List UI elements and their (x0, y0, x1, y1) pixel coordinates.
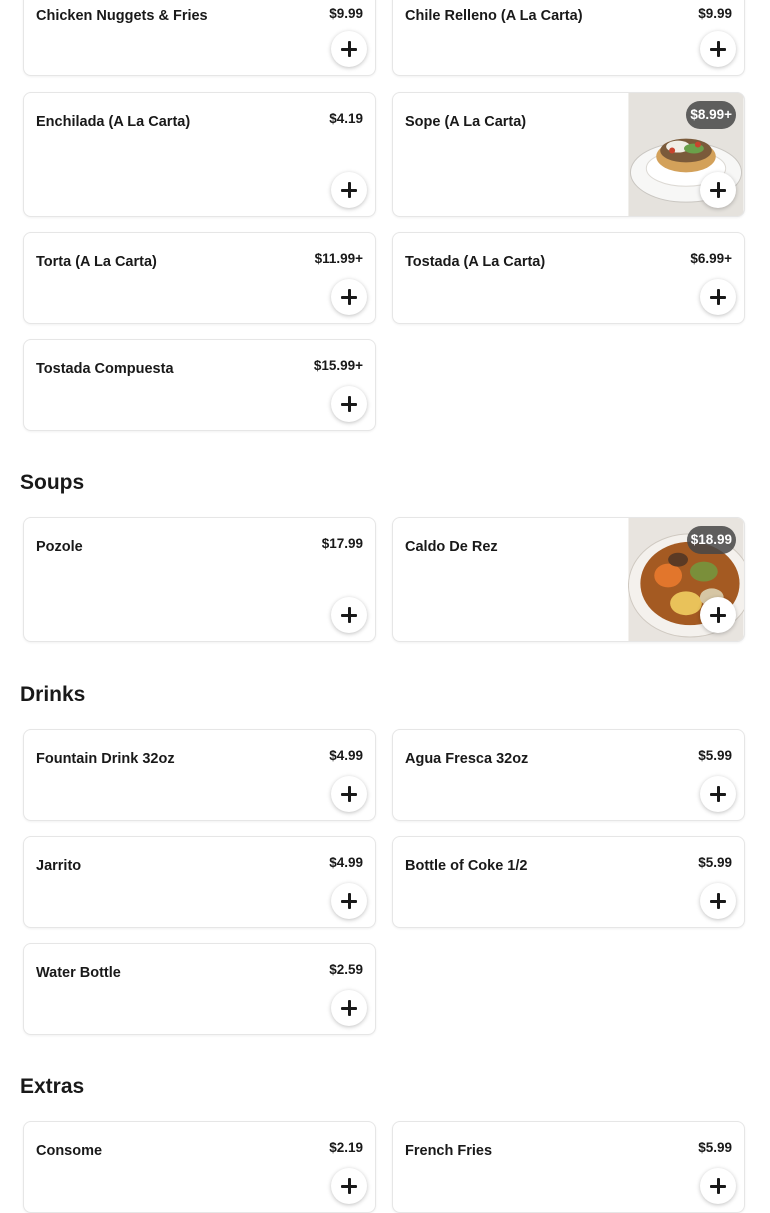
add-item-button[interactable] (331, 1168, 367, 1204)
add-item-button[interactable] (700, 279, 736, 315)
plus-icon (700, 883, 736, 919)
item-price: $4.99 (329, 748, 363, 763)
plus-icon (700, 31, 736, 67)
menu-item-card[interactable] (392, 836, 745, 928)
item-name: Bottle of Coke 1/2 (405, 858, 528, 874)
item-price: $8.99+ (686, 101, 736, 129)
section-title-soups: Soups (20, 471, 85, 494)
item-price: $9.99 (698, 6, 732, 21)
plus-icon (331, 597, 367, 633)
plus-icon (700, 1168, 736, 1204)
menu-item-card[interactable] (23, 339, 376, 431)
plus-icon (331, 1168, 367, 1204)
add-item-button[interactable] (331, 279, 367, 315)
menu-item-card[interactable] (23, 92, 376, 217)
add-item-button[interactable] (700, 597, 736, 633)
item-price: $4.99 (329, 855, 363, 870)
plus-icon (331, 172, 367, 208)
menu-item-card[interactable] (23, 232, 376, 324)
item-price: $15.99+ (313, 358, 363, 373)
menu-item-card[interactable] (23, 517, 376, 642)
item-price: $5.99 (698, 1140, 732, 1155)
item-price: $6.99+ (690, 251, 732, 266)
item-name: Consome (36, 1143, 103, 1159)
section-title-drinks: Drinks (20, 683, 86, 706)
plus-icon (331, 883, 367, 919)
menu-item-card[interactable] (392, 517, 745, 642)
item-name: Sope (A La Carta) (405, 114, 527, 130)
item-price: $5.99 (698, 855, 732, 870)
add-item-button[interactable] (331, 597, 367, 633)
plus-icon (700, 776, 736, 812)
item-name: Caldo De Rez (405, 539, 498, 555)
add-item-button[interactable] (331, 172, 367, 208)
item-name: Jarrito (36, 858, 82, 874)
item-name: Fountain Drink 32oz (36, 751, 175, 767)
item-price: $9.99 (329, 6, 363, 21)
add-item-button[interactable] (331, 776, 367, 812)
menu-item-card[interactable] (392, 0, 745, 76)
menu-item-card[interactable] (23, 943, 376, 1035)
plus-icon (700, 597, 736, 633)
plus-icon (331, 776, 367, 812)
plus-icon (331, 386, 367, 422)
add-item-button[interactable] (331, 883, 367, 919)
item-name: Water Bottle (36, 965, 121, 981)
item-price: $4.19 (329, 111, 363, 126)
menu-item-card[interactable] (23, 729, 376, 821)
menu-item-card[interactable] (23, 1121, 376, 1213)
add-item-button[interactable] (331, 386, 367, 422)
plus-icon (331, 279, 367, 315)
add-item-button[interactable] (700, 172, 736, 208)
item-price: $5.99 (698, 748, 732, 763)
item-name: Tostada Compuesta (36, 361, 174, 377)
item-name: French Fries (405, 1143, 493, 1159)
add-item-button[interactable] (331, 990, 367, 1026)
plus-icon (700, 279, 736, 315)
item-price: $18.99 (687, 526, 736, 554)
menu-item-card[interactable] (392, 92, 745, 217)
item-price: $17.99 (321, 536, 363, 551)
item-price: $2.59 (329, 962, 363, 977)
menu-item-card[interactable] (392, 729, 745, 821)
menu-item-card[interactable] (23, 836, 376, 928)
section-title-extras: Extras (20, 1075, 85, 1098)
item-price: $11.99+ (314, 251, 363, 266)
item-price: $2.19 (329, 1140, 363, 1155)
plus-icon (700, 172, 736, 208)
plus-icon (331, 31, 367, 67)
item-name: Enchilada (A La Carta) (36, 114, 191, 130)
item-name: Agua Fresca 32oz (405, 751, 529, 767)
item-name: Chile Relleno (A La Carta) (405, 8, 583, 24)
add-item-button[interactable] (700, 883, 736, 919)
add-item-button[interactable] (700, 1168, 736, 1204)
menu-item-card[interactable] (392, 232, 745, 324)
item-name: Torta (A La Carta) (36, 254, 157, 270)
menu-item-card[interactable] (392, 1121, 745, 1213)
add-item-button[interactable] (700, 776, 736, 812)
add-item-button[interactable] (331, 31, 367, 67)
item-name: Chicken Nuggets & Fries (36, 8, 208, 24)
item-name: Tostada (A La Carta) (405, 254, 546, 270)
add-item-button[interactable] (700, 31, 736, 67)
plus-icon (331, 990, 367, 1026)
menu-item-card[interactable] (23, 0, 376, 76)
item-name: Pozole (36, 539, 83, 555)
